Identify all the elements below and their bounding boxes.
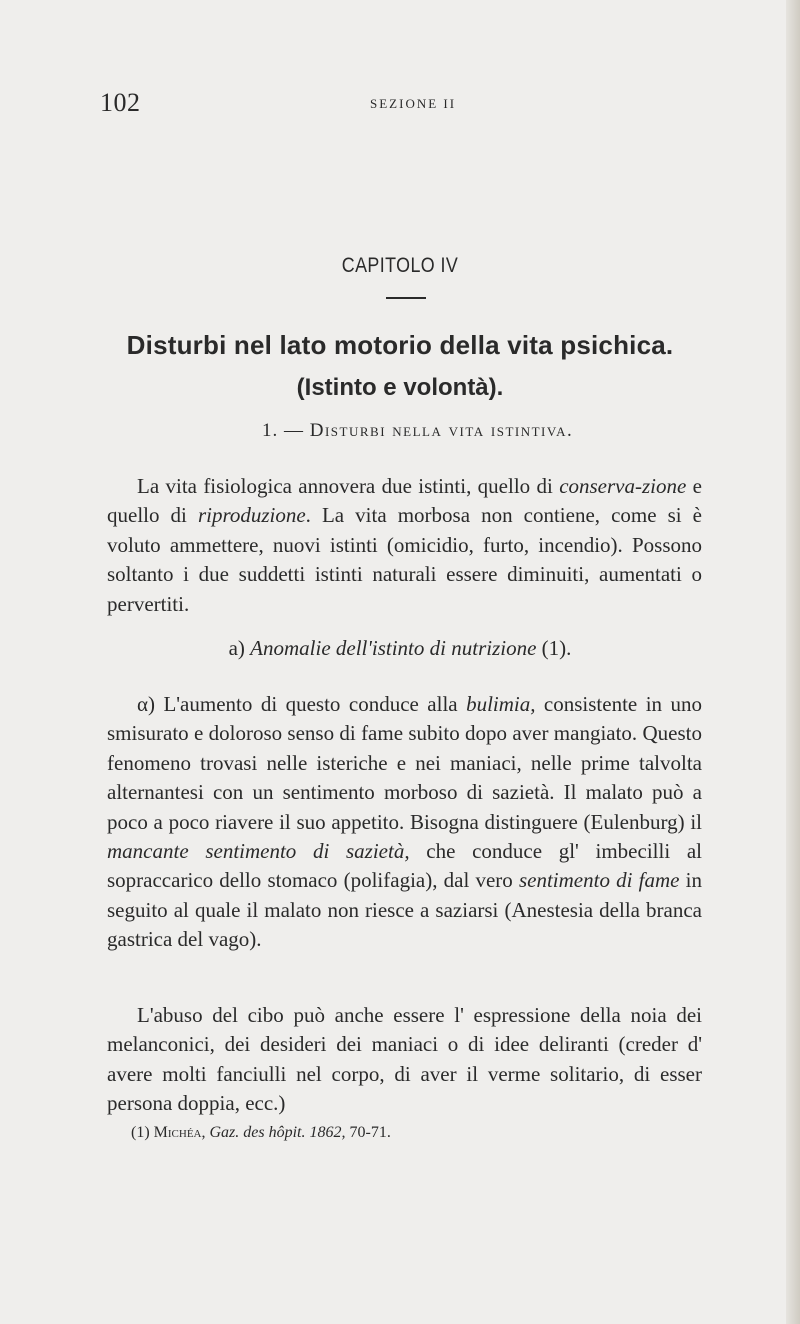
paragraph-text: consistente in uno smisurato e doloroso senso di fame subito dopo aver mangiato. Questo fenomeno trovasi nelle isteriche e nei maniaci, nelle prime talvolta alternantesi con un sentimento morboso di sazietà. Il malato può a poco a poco riavere il suo appetito. Bisogna distinguere (Eulenburg) il	[107, 692, 702, 834]
paragraph-text: che conduce gl' imbecilli al sopraccarico dello stomaco (polifagia), dal vero	[107, 839, 702, 893]
subsection-title: Anomalie dell'istinto di nutrizione	[250, 636, 537, 660]
paragraph-text: La vita fisiologica annovera due istinti, quello di	[137, 474, 560, 498]
paragraph-text: . La vita morbosa non contiene, come si è voluto ammettere, nuovi istinti (omicidio, furto, incendio). Possono soltanto i due suddetti istinti naturali essere diminuiti, aumentati o pervertiti.	[107, 503, 702, 616]
italic-term: bulimia,	[466, 692, 536, 716]
italic-term: mancante sentimento di sazietà,	[107, 839, 410, 864]
footnote-source: Gaz. des hôpit. 1862,	[209, 1124, 346, 1141]
paragraph-text: e quello di	[107, 474, 702, 528]
italic-term: riproduzione	[197, 503, 306, 528]
section-number: 1. —	[262, 420, 304, 441]
footnote-reference: (1).	[536, 636, 572, 660]
page-number: 102	[100, 88, 141, 117]
footnote	[131, 1124, 391, 1142]
paragraph-text: in seguito al quale il malato non riesce a saziarsi (Anestesia della branca gastrica del vago).	[107, 868, 702, 952]
section-heading	[262, 420, 573, 442]
italic-term: sentimento di fame	[518, 868, 680, 893]
footnote-author: Michéa,	[153, 1124, 206, 1141]
paragraph: L'abuso del cibo può anche essere l' espressione della noia dei melanconici, dei desideri dei maniaci o di idee deliranti (creder d' avere molti fanciulli nel corpo, di aver il verme solitario, di esser persona doppia, ecc.)	[107, 1003, 702, 1116]
chapter-title: Disturbi nel lato motorio della vita psichica.	[126, 330, 674, 360]
paragraph-text: α) L'aumento di questo conduce alla	[137, 692, 467, 716]
chapter-label: CAPITOLO IV	[341, 254, 459, 277]
italic-term: conserva-zione	[559, 474, 687, 498]
footnote-pages: 70-71.	[349, 1124, 391, 1141]
subsection-prefix: a)	[228, 636, 251, 660]
page-edge	[786, 0, 800, 1324]
chapter-subtitle: (Istinto e volontà).	[296, 374, 504, 401]
page-header	[100, 88, 700, 118]
paragraph	[107, 472, 702, 619]
subsection-heading	[0, 636, 800, 661]
footnote-marker: (1)	[131, 1124, 150, 1141]
running-head: SEZIONE II	[370, 96, 457, 111]
paragraph	[107, 690, 702, 955]
section-title: Disturbi nella vita istintiva.	[309, 420, 574, 441]
chapter-rule	[386, 297, 426, 299]
